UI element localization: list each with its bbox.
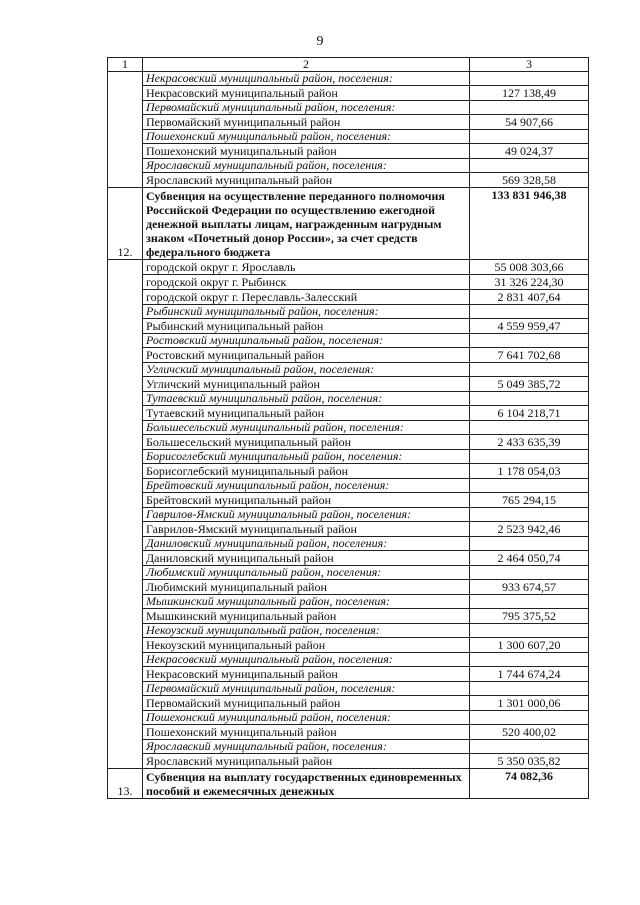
amount-cell: 31 326 224,30 <box>470 275 589 290</box>
row-number-cell <box>108 290 143 305</box>
row-label: Даниловский муниципальный район <box>143 551 470 566</box>
subheading-row <box>108 450 589 464</box>
amount-cell: 2 433 635,39 <box>470 435 589 450</box>
table-row <box>108 290 589 305</box>
table-row <box>108 580 589 595</box>
row-number-cell <box>108 667 143 682</box>
amount-cell: 765 294,15 <box>470 493 589 508</box>
row-label: Брейтовский муниципальный район <box>143 493 470 508</box>
subheading-row <box>108 363 589 377</box>
district-group-label: Гаврилов-Ямский муниципальный район, поселения: <box>143 508 470 522</box>
table-row <box>108 173 589 188</box>
amount-cell: 54 907,66 <box>470 115 589 130</box>
row-number-cell <box>108 537 143 551</box>
row-number-cell <box>108 72 143 86</box>
table-row <box>108 551 589 566</box>
row-number-cell <box>108 86 143 101</box>
amount-cell <box>470 508 589 522</box>
subheading-row <box>108 72 589 86</box>
row-label: Пошехонский муниципальный район <box>143 725 470 740</box>
district-group-label: Угличский муниципальный район, поселения: <box>143 363 470 377</box>
subheading-row <box>108 479 589 493</box>
row-label: городской округ г. Переславль-Залесский <box>143 290 470 305</box>
table-row <box>108 144 589 159</box>
district-group-label: Борисоглебский муниципальный район, поселения: <box>143 450 470 464</box>
row-number-cell <box>108 609 143 624</box>
row-number-cell <box>108 580 143 595</box>
district-group-label: Некоузский муниципальный район, поселения: <box>143 624 470 638</box>
table-row <box>108 435 589 450</box>
amount-cell: 2 464 050,74 <box>470 551 589 566</box>
subheading-row <box>108 392 589 406</box>
district-group-label: Пошехонский муниципальный район, поселения: <box>143 711 470 725</box>
row-label: Пошехонский муниципальный район <box>143 144 470 159</box>
row-number-cell <box>108 173 143 188</box>
subheading-row <box>108 334 589 348</box>
row-number-cell <box>108 595 143 609</box>
row-label: Субвенция на выплату государственных единовременных пособий и ежемесячных денежных <box>143 769 470 799</box>
amount-cell <box>470 363 589 377</box>
amount-cell: 1 300 607,20 <box>470 638 589 653</box>
header-col-1: 1 <box>108 58 143 72</box>
table-row <box>108 115 589 130</box>
row-number-cell <box>108 260 143 275</box>
district-group-label: Рыбинский муниципальный район, поселения: <box>143 305 470 319</box>
table-row <box>108 464 589 479</box>
amount-cell: 4 559 959,47 <box>470 319 589 334</box>
row-number-cell <box>108 421 143 435</box>
row-number-cell: 13. <box>108 769 143 799</box>
page-number: 9 <box>316 34 324 49</box>
subheading-row <box>108 566 589 580</box>
row-number-cell <box>108 392 143 406</box>
row-number-cell <box>108 711 143 725</box>
subheading-row <box>108 595 589 609</box>
row-number-cell <box>108 653 143 667</box>
amount-cell <box>470 450 589 464</box>
row-number-cell <box>108 464 143 479</box>
table-row <box>108 493 589 508</box>
amount-cell <box>470 130 589 144</box>
subvention-table <box>107 57 589 799</box>
amount-cell <box>470 624 589 638</box>
subheading-row <box>108 130 589 144</box>
district-group-label: Пошехонский муниципальный район, поселения: <box>143 130 470 144</box>
row-label: Первомайский муниципальный район <box>143 115 470 130</box>
amount-cell: 6 104 218,71 <box>470 406 589 421</box>
district-group-label: Некрасовский муниципальный район, поселения: <box>143 653 470 667</box>
district-group-label: Мышкинский муниципальный район, поселения: <box>143 595 470 609</box>
subheading-row <box>108 682 589 696</box>
amount-cell: 55 008 303,66 <box>470 260 589 275</box>
row-number-cell <box>108 682 143 696</box>
amount-cell <box>470 72 589 86</box>
row-number-cell <box>108 275 143 290</box>
row-label: Ярославский муниципальный район <box>143 754 470 769</box>
table-row <box>108 406 589 421</box>
row-number-cell <box>108 334 143 348</box>
table-row <box>108 319 589 334</box>
row-label: Борисоглебский муниципальный район <box>143 464 470 479</box>
amount-cell <box>470 159 589 173</box>
row-label: Ярославский муниципальный район <box>143 173 470 188</box>
row-label: Любимский муниципальный район <box>143 580 470 595</box>
row-number-cell <box>108 522 143 537</box>
district-group-label: Ростовский муниципальный район, поселения: <box>143 334 470 348</box>
table-row <box>108 377 589 392</box>
table-row <box>108 667 589 682</box>
row-label: городской округ г. Рыбинск <box>143 275 470 290</box>
row-label: Угличский муниципальный район <box>143 377 470 392</box>
row-number-cell <box>108 377 143 392</box>
row-label: городской округ г. Ярославль <box>143 260 470 275</box>
amount-cell <box>470 305 589 319</box>
row-label: Субвенция на осуществление переданного полномочия Российской Федерации по осуществлению ежегодной денежной выплаты лицам, награжденным нагрудным знаком «Почетный донор России», за счет средств федерального бюджета <box>143 188 470 260</box>
row-number-cell <box>108 740 143 754</box>
amount-cell <box>470 537 589 551</box>
amount-cell: 127 138,49 <box>470 86 589 101</box>
amount-cell: 569 328,58 <box>470 173 589 188</box>
amount-cell <box>470 595 589 609</box>
row-number-cell <box>108 624 143 638</box>
subheading-row <box>108 711 589 725</box>
row-number-cell <box>108 101 143 115</box>
row-number-cell <box>108 551 143 566</box>
amount-cell: 2 831 407,64 <box>470 290 589 305</box>
amount-cell: 1 301 000,06 <box>470 696 589 711</box>
table-row <box>108 609 589 624</box>
table-row <box>108 86 589 101</box>
table-row <box>108 638 589 653</box>
amount-cell <box>470 566 589 580</box>
amount-cell: 5 049 385,72 <box>470 377 589 392</box>
subheading-row <box>108 740 589 754</box>
subheading-row <box>108 653 589 667</box>
row-label: Гаврилов-Ямский муниципальный район <box>143 522 470 537</box>
table-row <box>108 725 589 740</box>
row-number-cell <box>108 305 143 319</box>
amount-cell: 1 744 674,24 <box>470 667 589 682</box>
row-number-cell <box>108 754 143 769</box>
row-number-cell <box>108 319 143 334</box>
amount-cell <box>470 421 589 435</box>
district-group-label: Первомайский муниципальный район, поселения: <box>143 101 470 115</box>
district-group-label: Тутаевский муниципальный район, поселения: <box>143 392 470 406</box>
row-label: Некрасовский муниципальный район <box>143 86 470 101</box>
subheading-row <box>108 421 589 435</box>
row-number-cell <box>108 638 143 653</box>
amount-cell: 133 831 946,38 <box>470 188 589 260</box>
table-body <box>108 58 589 799</box>
row-number-cell <box>108 115 143 130</box>
header-col-3: 3 <box>470 58 589 72</box>
section-row <box>108 769 589 799</box>
section-row <box>108 188 589 260</box>
district-group-label: Брейтовский муниципальный район, поселения: <box>143 479 470 493</box>
amount-cell <box>470 101 589 115</box>
row-number-cell <box>108 450 143 464</box>
subheading-row <box>108 508 589 522</box>
row-number-cell <box>108 348 143 363</box>
amount-cell: 49 024,37 <box>470 144 589 159</box>
row-number-cell <box>108 493 143 508</box>
row-number-cell <box>108 508 143 522</box>
district-group-label: Даниловский муниципальный район, поселения: <box>143 537 470 551</box>
row-label: Некоузский муниципальный район <box>143 638 470 653</box>
table-row <box>108 348 589 363</box>
table-row <box>108 696 589 711</box>
district-group-label: Ярославский муниципальный район, поселения: <box>143 159 470 173</box>
row-number-cell <box>108 363 143 377</box>
amount-cell: 520 400,02 <box>470 725 589 740</box>
row-number-cell <box>108 696 143 711</box>
row-number-cell <box>108 159 143 173</box>
row-number-cell <box>108 406 143 421</box>
row-number-cell <box>108 435 143 450</box>
row-label: Ростовский муниципальный район <box>143 348 470 363</box>
table-row <box>108 754 589 769</box>
amount-cell <box>470 392 589 406</box>
district-group-label: Большесельский муниципальный район, поселения: <box>143 421 470 435</box>
row-number-cell: 12. <box>108 188 143 260</box>
row-number-cell <box>108 566 143 580</box>
table-row <box>108 275 589 290</box>
row-label: Некрасовский муниципальный район <box>143 667 470 682</box>
district-group-label: Любимский муниципальный район, поселения: <box>143 566 470 580</box>
subheading-row <box>108 305 589 319</box>
amount-cell <box>470 711 589 725</box>
amount-cell: 5 350 035,82 <box>470 754 589 769</box>
amount-cell: 933 674,57 <box>470 580 589 595</box>
row-number-cell <box>108 725 143 740</box>
row-number-cell <box>108 479 143 493</box>
amount-cell <box>470 740 589 754</box>
amount-cell <box>470 682 589 696</box>
amount-cell: 7 641 702,68 <box>470 348 589 363</box>
table-row <box>108 522 589 537</box>
header-col-2: 2 <box>143 58 470 72</box>
row-label: Мышкинский муниципальный район <box>143 609 470 624</box>
subheading-row <box>108 624 589 638</box>
amount-cell <box>470 653 589 667</box>
amount-cell: 795 375,52 <box>470 609 589 624</box>
row-number-cell <box>108 130 143 144</box>
amount-cell <box>470 479 589 493</box>
amount-cell: 74 082,36 <box>470 769 589 799</box>
row-label: Первомайский муниципальный район <box>143 696 470 711</box>
row-label: Большесельский муниципальный район <box>143 435 470 450</box>
amount-cell: 1 178 054,03 <box>470 464 589 479</box>
row-number-cell <box>108 144 143 159</box>
amount-cell: 2 523 942,46 <box>470 522 589 537</box>
subheading-row <box>108 537 589 551</box>
table-row <box>108 260 589 275</box>
table-header-row <box>108 58 589 72</box>
district-group-label: Ярославский муниципальный район, поселения: <box>143 740 470 754</box>
row-label: Рыбинский муниципальный район <box>143 319 470 334</box>
amount-cell <box>470 334 589 348</box>
district-group-label: Некрасовский муниципальный район, поселения: <box>143 72 470 86</box>
district-group-label: Первомайский муниципальный район, поселения: <box>143 682 470 696</box>
subheading-row <box>108 159 589 173</box>
subheading-row <box>108 101 589 115</box>
row-label: Тутаевский муниципальный район <box>143 406 470 421</box>
